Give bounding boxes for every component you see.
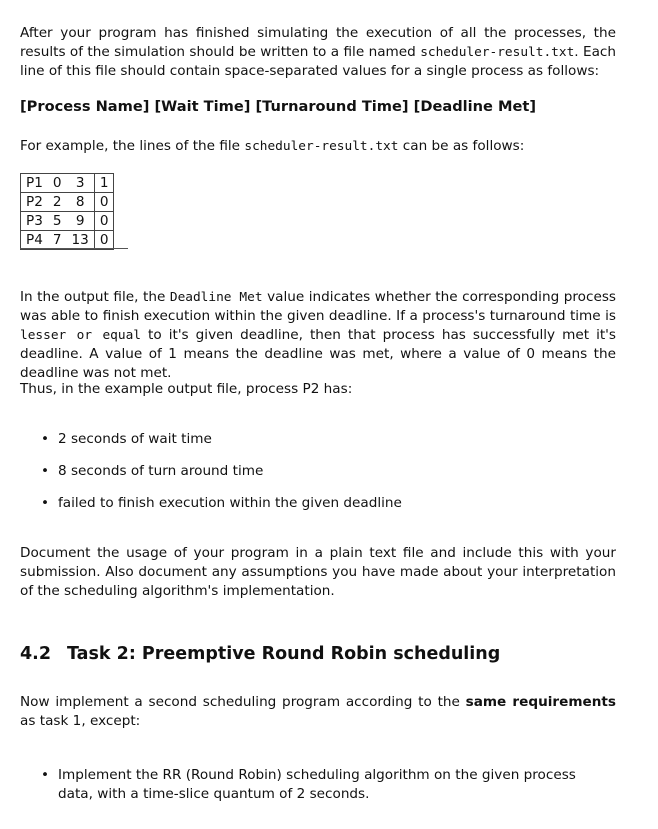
table-cell: 8 <box>67 193 95 212</box>
example-summary: Thus, in the example output file, process P2 has: <box>20 381 353 397</box>
list-item-text: Implement the RR (Round Robin) scheduling algorithm on the given process data, with a time-slice quantum of 2 seconds. <box>58 767 576 802</box>
table-cell: P1 <box>21 174 48 193</box>
table-divider <box>20 248 128 249</box>
list-item <box>41 766 615 804</box>
deadline-text-3: to it's given deadline, then that process has successfully met it's deadline. A value of 1 means the deadline was met, where a value of 0 means the deadline was not met. <box>20 327 616 381</box>
table-row <box>21 231 114 250</box>
table-row <box>21 212 114 231</box>
same-requirements-emphasis: same requirements <box>465 694 616 710</box>
list-item-text: failed to finish execution within the given deadline <box>58 495 402 511</box>
list-item-text: 8 seconds of turn around time <box>58 463 264 479</box>
task2-text-1: Now implement a second scheduling program according to the <box>20 694 466 710</box>
table-cell: 7 <box>48 231 67 250</box>
deadline-met-code: Deadline Met <box>169 290 263 305</box>
example-text-2: can be as follows: <box>398 138 525 154</box>
bullet-icon: • <box>41 463 50 479</box>
table-cell: 5 <box>48 212 67 231</box>
lesser-or-equal-code: lesser or equal <box>20 328 141 343</box>
deadline-paragraph <box>20 288 616 383</box>
table-cell: P3 <box>21 212 48 231</box>
table-cell: 3 <box>67 174 95 193</box>
results-text-1: After your program has finished simulating the execution of all the processes, the results of the simulation should be written to a file named <box>20 25 616 60</box>
list-item <box>41 462 615 481</box>
results-table <box>20 173 114 250</box>
example-text-1: For example, the lines of the file <box>20 138 245 154</box>
list-item-text: 2 seconds of wait time <box>58 431 212 447</box>
documentation-paragraph: Document the usage of your program in a plain text file and include this with your submission. Also document any assumptions you have made about your interpretation of the scheduling algorithm's implementation. <box>20 545 616 599</box>
deadline-text-1: In the output file, the <box>20 289 170 305</box>
bullet-icon: • <box>41 431 50 447</box>
deadline-text-2: value indicates whether the corresponding process was able to finish execution within the given deadline. If a process's turnaround time is <box>20 289 616 324</box>
results-text-2: . Each line of this file should contain space-separated values for a single process as follows: <box>20 44 617 79</box>
table-cell: P2 <box>21 193 48 212</box>
section-number: 4.2 <box>20 644 52 664</box>
bullet-icon: • <box>41 495 50 511</box>
table-cell: 0 <box>48 174 67 193</box>
results-filename: scheduler-result.txt <box>420 45 575 60</box>
table-cell: 0 <box>94 193 114 212</box>
example-intro <box>20 137 616 156</box>
format-line: [Process Name] [Wait Time] [Turnaround Time] [Deadline Met] <box>20 98 537 115</box>
section-title: Task 2: Preemptive Round Robin scheduling <box>67 644 501 664</box>
section-heading <box>20 643 616 665</box>
list-item <box>41 494 615 513</box>
table-row <box>21 193 114 212</box>
table-cell: 9 <box>67 212 95 231</box>
table-cell: 0 <box>94 212 114 231</box>
table-cell: 2 <box>48 193 67 212</box>
table-cell: 1 <box>94 174 114 193</box>
task2-paragraph <box>20 693 616 731</box>
results-paragraph <box>20 24 616 81</box>
bullet-icon: • <box>41 767 50 783</box>
example-filename: scheduler-result.txt <box>244 139 399 154</box>
task2-text-2: as task 1, except: <box>20 713 141 729</box>
list-item <box>41 430 615 449</box>
table-cell: P4 <box>21 231 48 250</box>
table-cell: 13 <box>67 231 95 250</box>
table-row <box>21 174 114 193</box>
table-cell: 0 <box>94 231 114 250</box>
